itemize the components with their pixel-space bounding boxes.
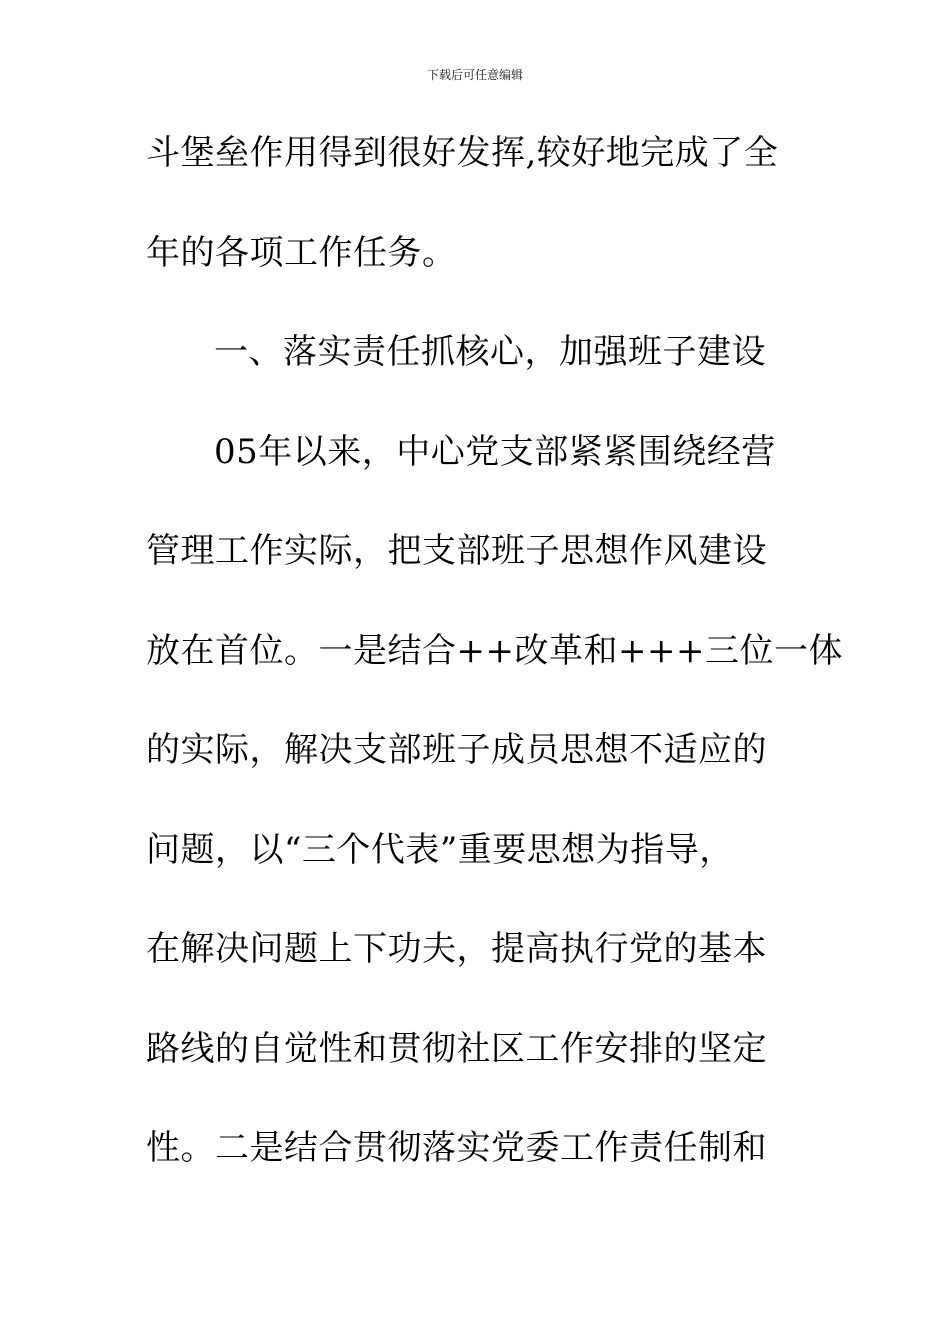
document-body: [146, 126, 843, 1221]
body-line: 的实际，解决支部班子成员思想不适应的: [146, 730, 767, 770]
section-heading: 一、落实责任抓核心，加强班子建设: [214, 332, 766, 372]
body-line: 放在首位。一是结合++改革和+++三位一体: [146, 630, 843, 671]
page-header-note: 下载后可任意编辑: [426, 68, 523, 82]
body-line: 路线的自觉性和贯彻社区工作安排的坚定: [146, 1028, 767, 1069]
body-line: 年的各项工作任务。: [146, 232, 457, 273]
body-line: 问题，以“三个代表”重要思想为指导，: [146, 829, 734, 870]
body-line: 斗堡垒作用得到很好发挥,较好地完成了全: [146, 133, 779, 173]
paragraph-first-line: 05年以来，中心党支部紧紧围绕经营: [214, 431, 776, 472]
body-line: 性。二是结合贯彻落实党委工作责任制和: [146, 1128, 767, 1168]
body-line: 在解决问题上下功夫，提高执行党的基本: [146, 929, 767, 969]
body-line: 管理工作实际，把支部班子思想作风建设: [146, 531, 767, 571]
